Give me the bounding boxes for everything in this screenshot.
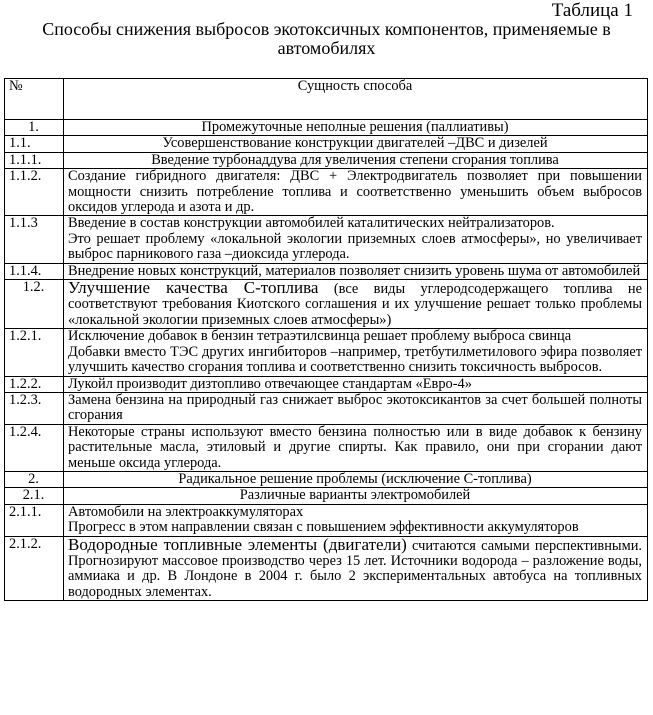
row-number: 2.1.2. <box>5 536 64 601</box>
table-row <box>5 376 648 392</box>
row-number: 1.1.3 <box>5 216 64 263</box>
table-row <box>5 216 648 263</box>
row-number: 1.1. <box>5 136 64 152</box>
row-text-line: Прогресс в этом направлении связан с повышением эффективности аккумуляторов <box>68 519 579 536</box>
row-text <box>64 536 648 601</box>
row-text-line: Введение в состав конструкции автомобилей каталитических нейтрализаторов. <box>68 215 555 232</box>
row-text: Различные варианты электромобилей <box>64 488 648 504</box>
row-text: Промежуточные неполные решения (паллиативы) <box>64 120 648 136</box>
table-row <box>5 488 648 504</box>
row-number: 2.1.1. <box>5 504 64 536</box>
row-text-line: Добавки вместо ТЭС других ингибиторов –например, третбутилметилового эфира позволяет улучшить качество сгорания топлива и соответственно снизить токсичность выбросов. <box>68 343 642 376</box>
row-lead-text: Улучшение качества С-топлива <box>68 278 319 298</box>
table-row <box>5 280 648 329</box>
row-number: 1.2.4. <box>5 424 64 471</box>
table-row <box>5 136 648 152</box>
row-text <box>64 280 648 329</box>
header-description: Сущность способа <box>64 79 648 120</box>
row-text: Внедрение новых конструкций, материалов позволяет снизить уровень шума от автомобилей <box>64 263 648 279</box>
row-text: Радикальное решение проблемы (исключение С-топлива) <box>64 471 648 487</box>
row-number: 1.2.1. <box>5 329 64 376</box>
table-row <box>5 392 648 424</box>
title-line-2: автомобилях <box>277 38 376 58</box>
row-text: Замена бензина на природный газ снижает выброс экотоксикантов за счет большей полноты сгорания <box>64 392 648 424</box>
table-row <box>5 471 648 487</box>
row-text: Введение турбонаддува для увеличения степени сгорания топлива <box>64 152 648 168</box>
row-text-line: Исключение добавок в бензин тетраэтилсвинца решает проблему выброса свинца <box>68 328 572 345</box>
row-number: 1.1.4. <box>5 263 64 279</box>
row-number: 1.1.1. <box>5 152 64 168</box>
table-row <box>5 152 648 168</box>
document-title <box>0 20 653 58</box>
row-text-line: Это решает проблему «локальной экологии приземных слоев атмосферы», но увеличивает выброс парникового газа –диоксида углерода. <box>68 230 642 263</box>
header-number: № <box>5 79 64 120</box>
row-text <box>64 504 648 536</box>
table-row <box>5 424 648 471</box>
row-text: Усовершенствование конструкции двигателей –ДВС и дизелей <box>64 136 648 152</box>
row-text <box>64 329 648 376</box>
row-number: 1.2.3. <box>5 392 64 424</box>
row-number: 1.2.2. <box>5 376 64 392</box>
table-row <box>5 169 648 216</box>
row-body-text: считаются самыми перспективными. Прогнозируют массовое производство через 15 лет. Источники водорода – разложение воды, аммиака и др. В Лондоне в 2004 г. было 2 экспериментальных автобуса на топливных водородных элементах. <box>68 537 643 600</box>
row-number: 1.1.2. <box>5 169 64 216</box>
row-number: 2. <box>5 471 64 487</box>
table-number-label: Таблица 1 <box>551 0 633 21</box>
table-row <box>5 536 648 601</box>
row-text: Некоторые страны используют вместо бензина полностью или в виде добавок к бензину растительные масла, этиловый и другие спирты. Как правило, они при сгорании дают меньше оксида углерода. <box>64 424 648 471</box>
row-lead-text: Водородные топливные элементы (двигатели) <box>68 534 407 554</box>
row-text: Лукойл производит дизтопливо отвечающее стандартам «Евро-4» <box>64 376 648 392</box>
table-row <box>5 120 648 136</box>
table-row <box>5 504 648 536</box>
row-number: 1. <box>5 120 64 136</box>
table-header-row <box>5 79 648 120</box>
row-text: Создание гибридного двигателя: ДВС + Электродвигатель позволяет при повышении мощности снизить потребление топлива и соответственно уменьшить объем выбросов оксидов углерода и азота и др. <box>64 169 648 216</box>
row-text-line: Автомобили на электроаккумуляторах <box>68 503 304 520</box>
title-line-1: Способы снижения выбросов экотоксичных компонентов, применяемые в <box>42 19 611 39</box>
row-number: 2.1. <box>5 488 64 504</box>
methods-table <box>4 78 648 601</box>
row-text <box>64 216 648 263</box>
row-body-text: (все виды углеродсодержащего топлива не соответствуют требования Киотского соглашения и их улучшение решает только проблемы «локальной экологии приземных слоев атмосферы») <box>68 281 642 328</box>
table-row <box>5 329 648 376</box>
row-number: 1.2. <box>5 280 64 329</box>
